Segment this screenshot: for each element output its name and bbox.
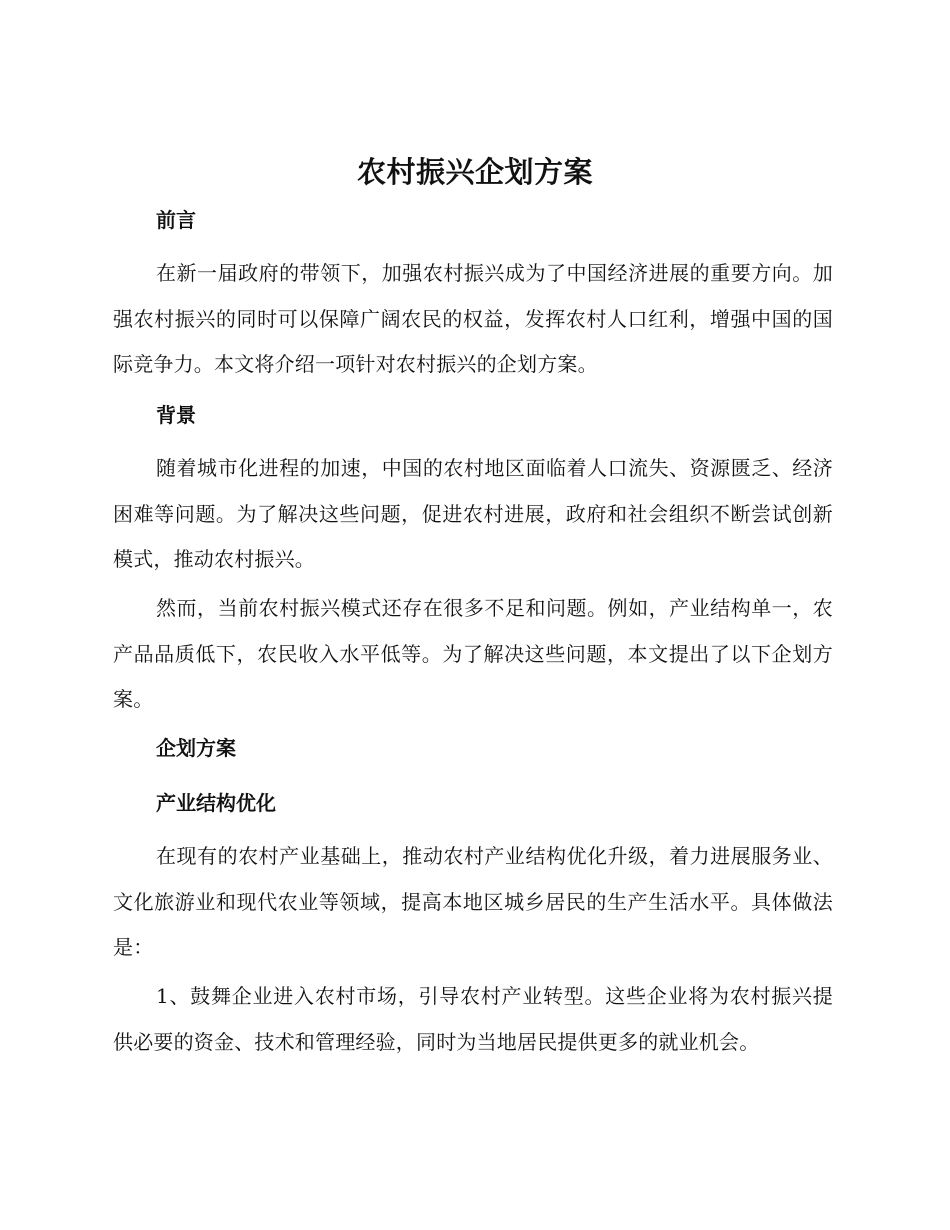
section-heading-background: 背景 (156, 403, 196, 427)
paragraph-item-1: 1、鼓舞企业进入农村市场，引导农村产业转型。这些企业将为农村振兴提供必要的资金、技术和管理经验，同时为当地居民提供更多的就业机会。 (113, 984, 833, 1054)
paragraph-industry: 在现有的农村产业基础上，推动农村产业结构优化升级，着力进展服务业、文化旅游业和现代农业等领域，提高本地区城乡居民的生产生活水平。具体做法是： (113, 844, 833, 959)
paragraph-preface: 在新一届政府的带领下，加强农村振兴成为了中国经济进展的重要方向。加强农村振兴的同时可以保障广阔农民的权益，发挥农村人口红利，增强中国的国际竞争力。本文将介绍一项针对农村振兴的企划方案。 (113, 261, 833, 376)
section-heading-plan: 企划方案 (156, 736, 236, 760)
paragraph-background-1: 随着城市化进程的加速，中国的农村地区面临着人口流失、资源匮乏、经济困难等问题。为了解决这些问题，促进农村进展，政府和社会组织不断尝试创新模式，推动农村振兴。 (113, 456, 833, 571)
subsection-heading-industry: 产业结构优化 (156, 791, 276, 815)
document-title: 农村振兴企划方案 (356, 155, 593, 189)
section-heading-preface: 前言 (156, 208, 196, 232)
paragraph-background-2: 然而，当前农村振兴模式还存在很多不足和问题。例如，产业结构单一，农产品品质低下，农民收入水平低等。为了解决这些问题，本文提出了以下企划方案。 (113, 596, 833, 711)
